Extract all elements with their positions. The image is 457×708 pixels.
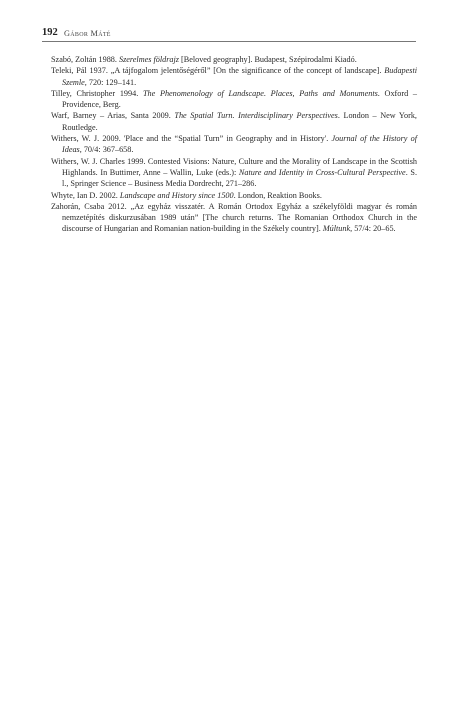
running-header <box>42 27 416 42</box>
reference-text: Withers, W. J. 2009. 'Place and the “Spatial Turn” in Geography and in History'. <box>51 134 332 144</box>
reference-text: [Beloved geography]. Budapest, Szépirodalmi Kiadó. <box>178 55 357 64</box>
reference-title: Szerelmes földrajz <box>119 55 179 64</box>
reference-entry <box>51 190 417 201</box>
reference-title: The Phenomenology of Landscape. Places, Paths and Monuments <box>142 88 378 98</box>
reference-entry <box>51 65 417 88</box>
reference-title: Múltunk <box>322 224 351 234</box>
reference-entry <box>51 88 417 111</box>
running-head-author: Gábor Máté <box>64 29 111 38</box>
page-number: 192 <box>42 27 58 38</box>
reference-text: Teleki, Pál 1937. „A tájfogalom jelentőségéről” [On the significance of the concept of landscape]. <box>51 66 385 76</box>
reference-text: , 70/4: 367–658. <box>79 145 134 155</box>
reference-text: , 720: 129–141. <box>84 77 137 87</box>
reference-text: . Oxford – Providence, Berg. <box>62 88 417 110</box>
reference-title: Landscape and History since 1500 <box>119 190 234 200</box>
reference-title: Budapesti Szemle <box>62 66 417 87</box>
reference-text: Warf, Barney – Arias, Santa 2009. <box>51 111 175 121</box>
reference-title: The Spatial Turn. Interdisciplinary Perspectives <box>174 111 338 121</box>
reference-text: Withers, W. J. Charles 1999. Contested Visions: Nature, Culture and the Morality of Landscape in the Scottish Highlands. In Buttimer, Anne – Wallin, Luke (eds.): <box>51 156 417 177</box>
reference-entry <box>51 201 417 235</box>
reference-entry <box>51 110 417 133</box>
reference-title: Nature and Identity in Cross-Cultural Perspective <box>238 167 406 177</box>
reference-title: Journal of the History of Ideas <box>62 134 417 155</box>
reference-text: . S. l., Springer Science – Business Media Dordrecht, 271–286. <box>62 167 417 189</box>
reference-text: , 57/4: 20–65. <box>350 224 396 234</box>
reference-text: Zahorán, Csaba 2012. „Az egyház visszatér. A Román Ortodox Egyház a székelyföldi magyar és román nemzetépítés diskurzusában 1989 után” [The church returns. The Romanian Orthodox Church in the discourse of Hungarian and Romanian nation-building in the Székely country]. <box>51 201 417 234</box>
reference-entry <box>51 54 417 65</box>
reference-entry <box>51 156 417 190</box>
reference-text: Tilley, Christopher 1994. <box>51 88 143 98</box>
reference-entry <box>51 133 417 156</box>
reference-text: Szabó, Zoltán 1988. <box>51 55 119 64</box>
reference-text: . London – New York, Routledge. <box>62 111 417 132</box>
reference-text: . London, Reaktion Books. <box>233 190 322 200</box>
reference-list <box>51 54 417 235</box>
reference-text: Whyte, Ian D. 2002. <box>51 190 120 200</box>
